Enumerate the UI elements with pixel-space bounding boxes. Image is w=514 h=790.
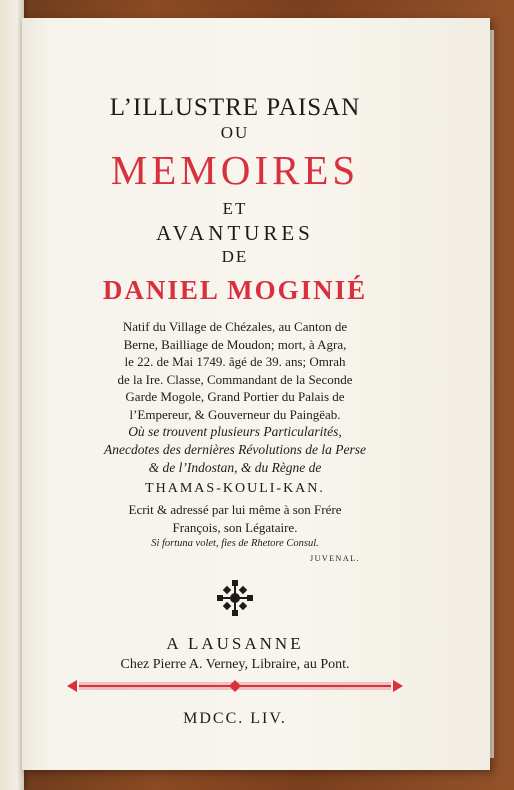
motto-author: JUVENAL. (310, 554, 360, 563)
red-rule-ornament (65, 679, 405, 693)
subtitle-line: Anecdotes des dernières Révolutions de la Perse (104, 442, 366, 457)
motto: Si fortuna volet, fies de Rhetore Consul. (151, 538, 319, 549)
writer-line: François, son Légataire. (172, 519, 298, 535)
shah-name: THAMAS-KOULI-KAN. (145, 481, 325, 496)
title-line-1: L’ILLUSTRE PAISAN (109, 94, 361, 121)
description-line: de la Ire. Classe, Commandant de la Seconde (117, 371, 353, 387)
title-et: ET (222, 199, 248, 218)
title-memoires: MEMOIRES (110, 147, 360, 193)
author-name: DANIEL MOGINIÉ (102, 275, 368, 305)
subtitle-line: Où se trouvent plusieurs Particularités, (128, 424, 342, 439)
description-line: Natif du Village de Chézales, au Canton de (122, 319, 348, 334)
imprint-place: A LAUSANNE (166, 634, 304, 653)
description-line: Berne, Bailliage de Moudon; mort, à Agra, (123, 336, 347, 352)
imprint-year: MDCC. LIV. (183, 710, 287, 727)
description-line: Garde Mogole, Grand Portier du Palais de (125, 389, 345, 404)
description-line: l’Empereur, & Gouverneur du Paingëab. (129, 406, 341, 422)
subtitle-line: & de l’Indostan, & du Règne de (148, 460, 322, 475)
writer-line: Ecrit & adressé par lui même à son Frére (128, 502, 342, 517)
fleuron-ornament-icon (215, 578, 255, 618)
title-de: DE (221, 247, 249, 266)
imprint-printer: Chez Pierre A. Verney, Libraire, au Pont. (120, 657, 350, 672)
title-page-content (60, 94, 410, 730)
title-avantures: AVANTURES (156, 221, 314, 245)
description-line: le 22. de Mai 1749. âgé de 39. ans; Omrah (124, 354, 346, 369)
title-ou: OU (220, 123, 250, 142)
book-spine-edge (0, 0, 24, 790)
